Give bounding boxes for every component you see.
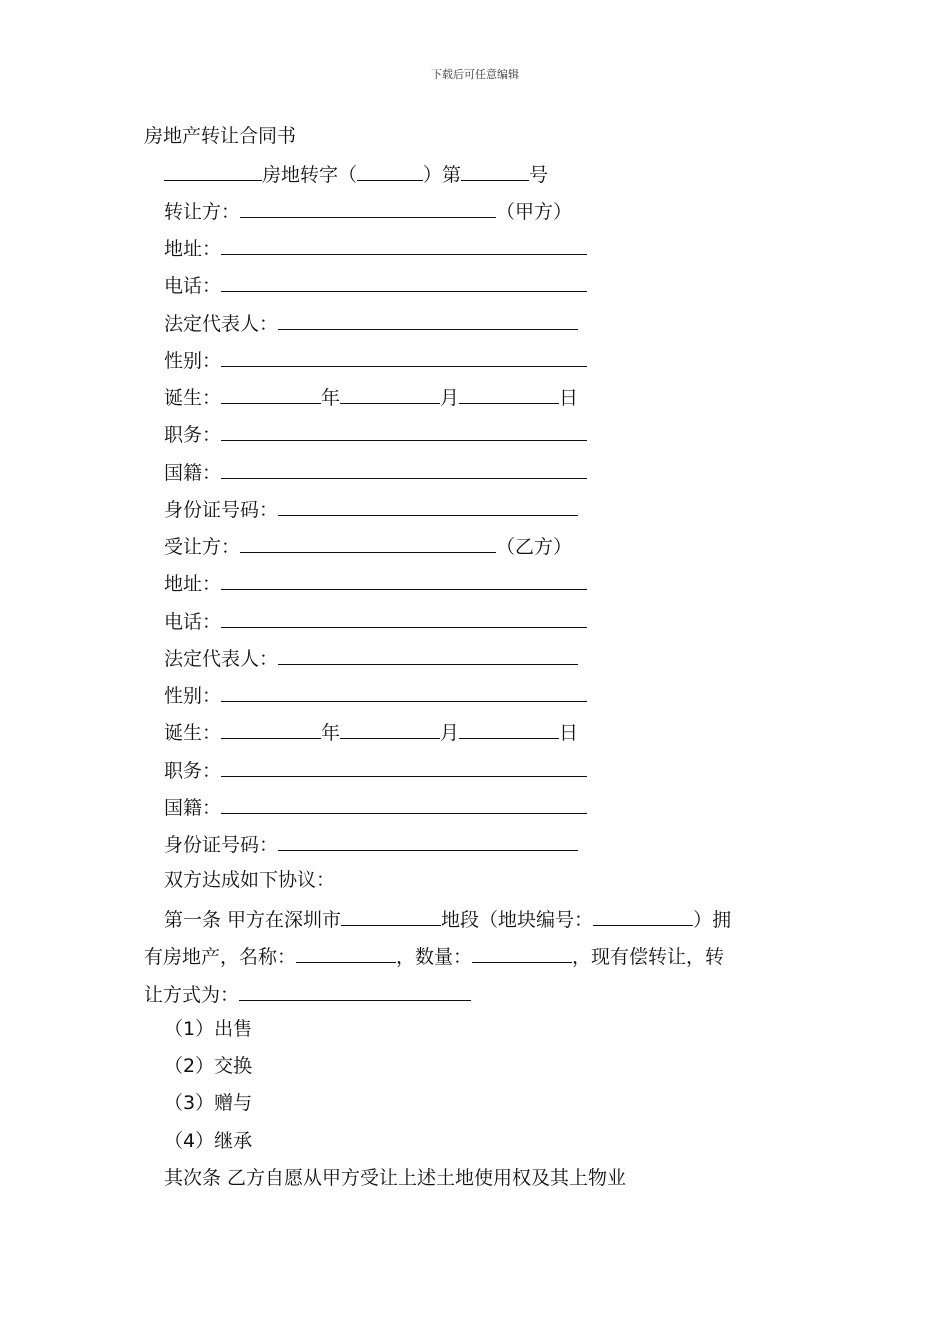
transferee-label: 受让方： [164,536,241,558]
option-sale: （1）出售 [164,1018,253,1040]
month-label: 月 [440,387,460,409]
field-label: 国籍： [164,797,222,819]
transferor-phone-line [164,271,587,298]
blank-field[interactable] [240,197,496,218]
field-label: 法定代表人： [164,313,279,335]
transferee-line [164,532,572,559]
blank-field[interactable] [459,718,559,739]
field-label: 国籍： [164,462,222,484]
blank-field[interactable] [472,942,572,963]
blank-field[interactable] [221,271,587,292]
article1-text: ）拥 [693,909,732,931]
transferee-birth-line [164,718,578,745]
contract-number-line [164,160,548,187]
field-label: 职务： [164,424,222,446]
blank-field[interactable] [221,234,587,255]
transferee-legal-rep-line [164,644,578,671]
contract-number-end: 号 [529,164,549,186]
blank-field[interactable] [341,905,441,926]
article1-text: 第一条 甲方在深圳市 [164,909,342,931]
document-title: 房地产转让合同书 [144,125,297,147]
blank-field[interactable] [357,160,423,181]
option-exchange: （2）交换 [164,1055,253,1077]
field-label: 法定代表人： [164,648,279,670]
transferee-phone-line [164,607,587,634]
year-label: 年 [321,387,341,409]
blank-field[interactable] [340,383,440,404]
article1-text: 有房地产，名称： [144,946,297,968]
article1-text: 让方式为： [144,984,240,1006]
transferor-position-line [164,420,587,447]
article1-text: ，现有偿转让，转 [572,946,725,968]
blank-field[interactable] [164,160,262,181]
blank-field[interactable] [593,905,693,926]
blank-field[interactable] [278,830,578,851]
transferee-position-line [164,756,587,783]
field-label: 身份证号码： [164,834,279,856]
field-label: 电话： [164,611,222,633]
blank-field[interactable] [240,532,496,553]
blank-field[interactable] [340,718,440,739]
blank-field[interactable] [221,458,587,479]
option-inheritance: （4）继承 [164,1130,253,1152]
transferee-nationality-line [164,793,587,820]
blank-field[interactable] [296,942,396,963]
transferee-gender-line [164,681,587,708]
blank-field[interactable] [221,569,587,590]
blank-field[interactable] [221,346,587,367]
blank-field[interactable] [239,980,471,1001]
field-label: 职务： [164,760,222,782]
blank-field[interactable] [221,793,587,814]
transferor-legal-rep-line [164,309,578,336]
day-label: 日 [559,722,579,744]
transferee-suffix: （乙方） [496,536,573,558]
blank-field[interactable] [221,607,587,628]
article1-text: 地段（地块编号： [441,909,594,931]
blank-field[interactable] [221,756,587,777]
field-label: 地址： [164,573,222,595]
article2-text: 其次条 乙方自愿从甲方受让上述土地使用权及其上物业 [164,1167,627,1189]
year-label: 年 [321,722,341,744]
option-gift: （3）赠与 [164,1092,253,1114]
transferor-address-line [164,234,587,261]
transferor-label: 转让方： [164,201,241,223]
blank-field[interactable] [221,420,587,441]
transferor-nationality-line [164,458,587,485]
field-label: 诞生： [164,387,222,409]
field-label: 身份证号码： [164,499,279,521]
transferor-id-line [164,495,578,522]
field-label: 性别： [164,350,222,372]
transferor-gender-line [164,346,587,373]
blank-field[interactable] [221,681,587,702]
article1-line3 [144,980,471,1007]
blank-field[interactable] [459,383,559,404]
article1-line2 [144,942,724,969]
transferee-id-line [164,830,578,857]
blank-field[interactable] [278,495,578,516]
month-label: 月 [440,722,460,744]
field-label: 地址： [164,238,222,260]
blank-field[interactable] [221,718,321,739]
agreement-intro: 双方达成如下协议： [164,869,336,891]
blank-field[interactable] [461,160,529,181]
transferor-suffix: （甲方） [496,201,573,223]
blank-field[interactable] [221,383,321,404]
blank-field[interactable] [278,644,578,665]
field-label: 性别： [164,685,222,707]
day-label: 日 [559,387,579,409]
article1-line1 [164,905,731,932]
blank-field[interactable] [278,309,578,330]
transferor-line [164,197,572,224]
field-label: 电话： [164,275,222,297]
field-label: 诞生： [164,722,222,744]
transferee-address-line [164,569,587,596]
contract-number-label: 房地转字（ [262,164,358,186]
transferor-birth-line [164,383,578,410]
contract-number-close: ）第 [423,164,462,186]
page-header: 下载后可任意编辑 [431,68,519,81]
article1-text: ，数量： [396,946,473,968]
